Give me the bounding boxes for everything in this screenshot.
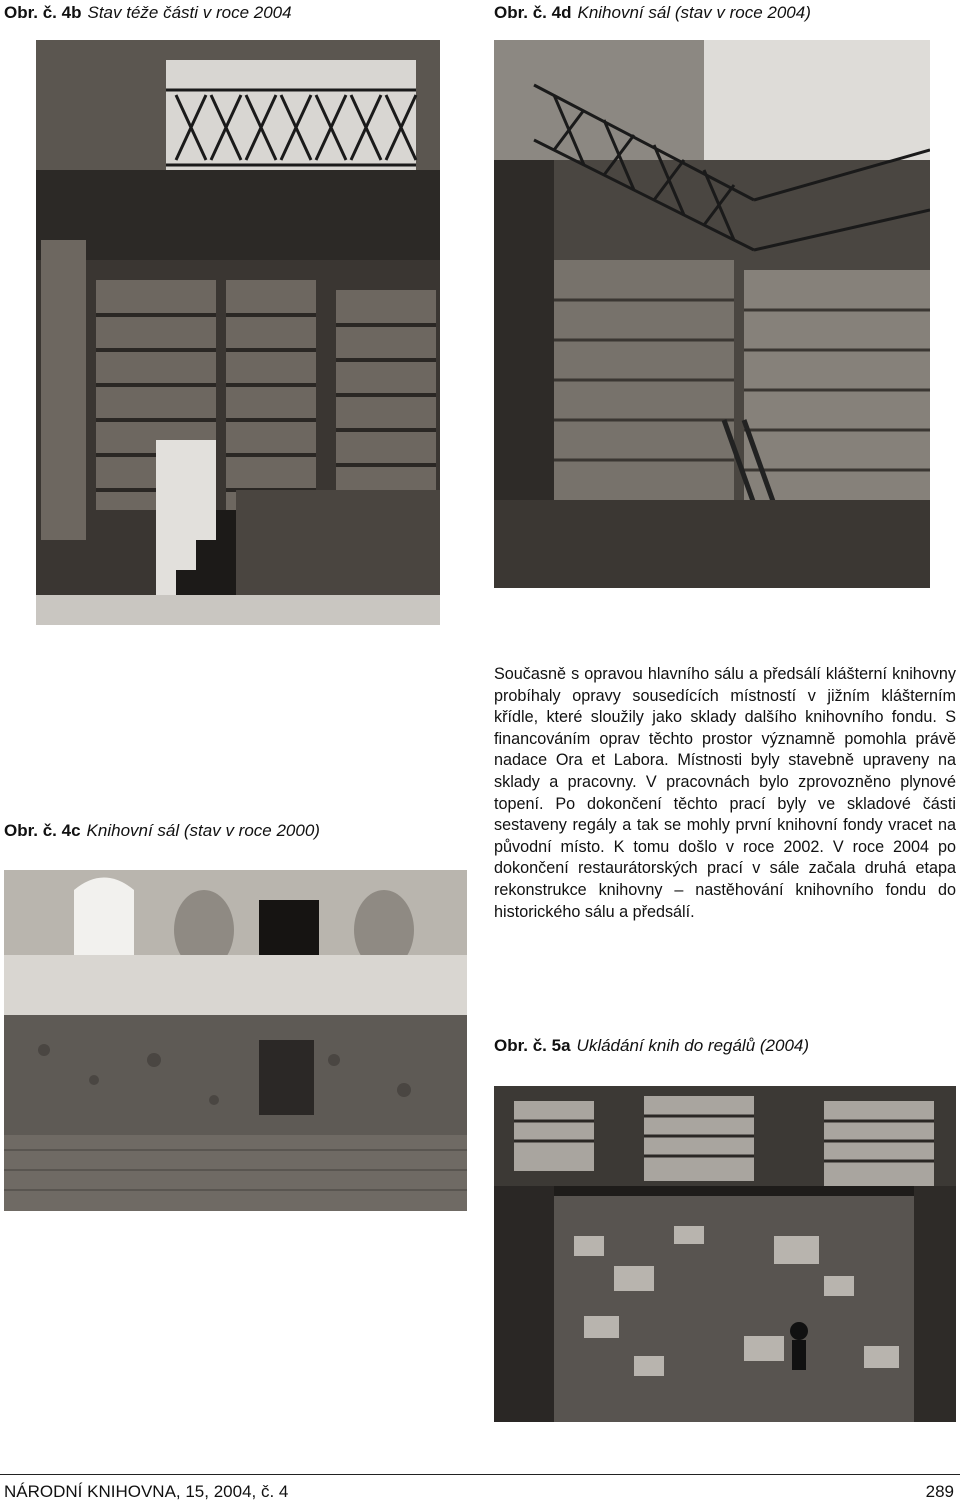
caption-fig-4c bbox=[4, 822, 320, 839]
article-paragraph: Současně s opravou hlavního sálu a předsálí klášterní knihovny probíhaly opravy sousedících místností v jižním klášterním křídle, které sloužily jako sklady dalšího knihovního fondu. S financováním oprav těchto prostor významně pomohla právě nadace Ora et Labora. Místnosti byly stavebně upraveny na sklady a pracovny. V pracovnách bylo zprovozněno plynové topení. Po dokončení těchto prací byly ve skladové části sestaveny regály a tak se mohly první knihovní fondy vracet na původní místo. K tomu došlo v roce 2002. V roce 2004 po dokončení restaurátorských prací v sále začala druhá etapa rekonstrukce knihovny – nastěhování knihovního fondu do historického sálu a předsálí. bbox=[494, 665, 956, 921]
caption-text: Knihovní sál (stav v roce 2004) bbox=[577, 3, 811, 22]
photo-library-shelves-2004 bbox=[36, 40, 440, 625]
photo-4d-image bbox=[494, 40, 930, 588]
photo-5a-image bbox=[494, 1086, 956, 1422]
photo-4b-image bbox=[36, 40, 440, 625]
caption-text: Ukládání knih do regálů (2004) bbox=[576, 1036, 810, 1055]
caption-number: Obr. č. 4c bbox=[4, 821, 81, 840]
photo-library-hall-2004 bbox=[494, 40, 930, 588]
caption-number: Obr. č. 5a bbox=[494, 1036, 571, 1055]
caption-fig-4d bbox=[494, 4, 811, 21]
footer-divider bbox=[0, 1474, 960, 1475]
caption-text: Stav téže části v roce 2004 bbox=[87, 3, 292, 22]
photo-library-hall-2000 bbox=[4, 870, 467, 1211]
photo-storing-books-2004 bbox=[494, 1086, 956, 1422]
caption-fig-5a bbox=[494, 1037, 809, 1054]
caption-number: Obr. č. 4d bbox=[494, 3, 572, 22]
caption-number: Obr. č. 4b bbox=[4, 3, 82, 22]
footer-journal-info: NÁRODNÍ KNIHOVNA, 15, 2004, č. 4 bbox=[4, 1482, 289, 1501]
footer-page-number: 289 bbox=[925, 1482, 954, 1501]
caption-fig-4b bbox=[4, 4, 292, 21]
caption-text: Knihovní sál (stav v roce 2000) bbox=[86, 821, 320, 840]
photo-4c-image bbox=[4, 870, 467, 1211]
